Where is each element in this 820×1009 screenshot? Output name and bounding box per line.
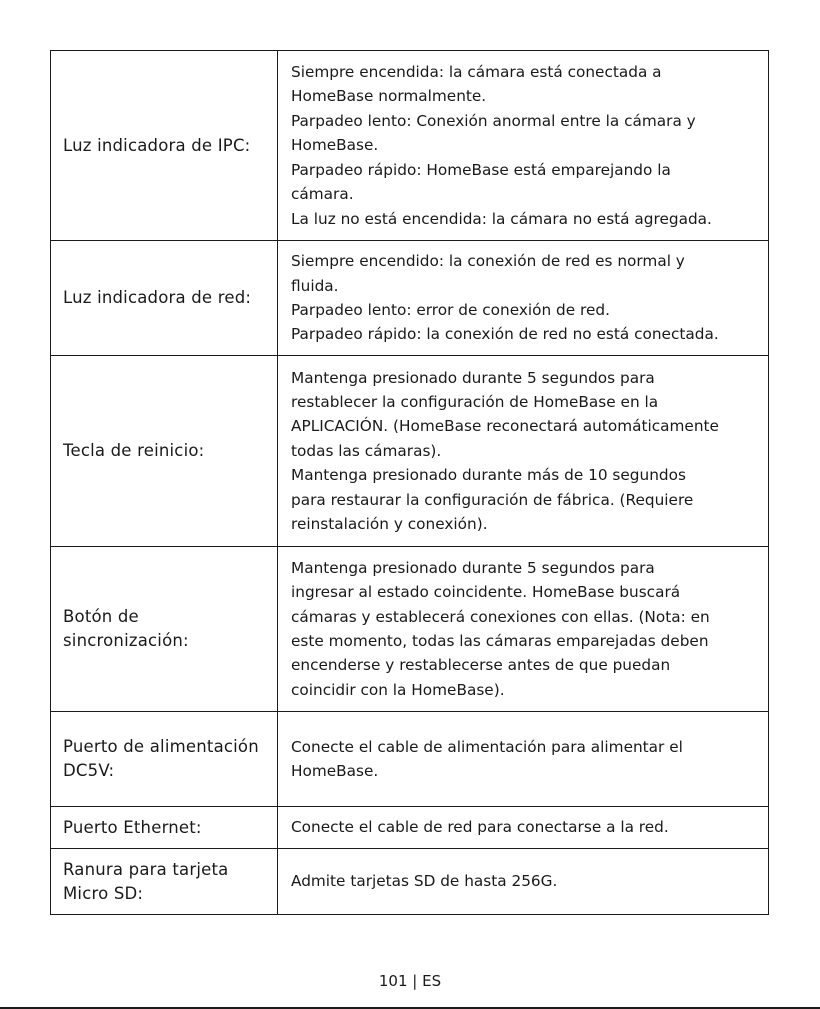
label-text: Ranura para tarjeta Micro SD: [63,859,229,903]
table-row [51,712,769,807]
description-line: Conecte el cable de alimentación para alimentar el [291,737,683,756]
label-text: Luz indicadora de IPC: [63,135,251,155]
label-text: Puerto Ethernet: [63,817,202,837]
description-line: cámaras y establecerá conexiones con ellas. (Nota: en [291,607,710,626]
description-line: Mantenga presionado durante 5 segundos para [291,368,655,387]
table-row [51,356,769,547]
row-description [278,849,769,915]
description-line: cámara. [291,185,354,204]
table-row [51,51,769,241]
description-line: Mantenga presionado durante 5 segundos para [291,558,655,577]
description-line: HomeBase normalmente. [291,87,487,106]
spec-table [50,50,769,915]
table-row [51,849,769,915]
row-label [51,241,278,356]
description-line: Admite tarjetas SD de hasta 256G. [291,872,558,891]
description-line: HomeBase. [291,136,379,155]
description-line: restablecer la configuración de HomeBase en la [291,392,659,411]
row-label [51,51,278,241]
description-line: reinstalación y conexión). [291,515,488,534]
row-label [51,547,278,712]
row-label [51,849,278,915]
description-line: Parpadeo rápido: HomeBase está emparejando la [291,160,671,179]
row-description [278,356,769,547]
description-line: todas las cámaras). [291,441,442,460]
spec-table-body [51,51,769,915]
row-description [278,51,769,241]
description-line: Parpadeo rápido: la conexión de red no está conectada. [291,325,719,344]
description-line: Parpadeo lento: Conexión anormal entre la cámara y [291,111,696,130]
description-line: HomeBase. [291,762,379,780]
description-line: este momento, todas las cámaras emparejadas deben [291,632,709,650]
row-description [278,547,769,712]
description-line: encenderse y restablecerse antes de que puedan [291,656,671,675]
row-label [51,712,278,807]
description-line: ingresar al estado coincidente. HomeBase buscará [291,583,681,602]
label-text: Tecla de reinicio: [63,441,205,460]
description-line: Conecte el cable de red para conectarse a la red. [291,818,669,837]
table-row [51,241,769,356]
row-label [51,356,278,547]
page-number: 101 | ES [378,972,442,990]
row-description [278,807,769,849]
table-row [51,547,769,712]
description-line: APLICACIÓN. (HomeBase reconectará automáticamente [291,417,719,436]
row-description [278,712,769,807]
description-line: para restaurar la configuración de fábrica. (Requiere [291,490,694,509]
description-line: coincidir con la HomeBase). [291,680,505,699]
label-text: Botón de sincronización: [63,607,189,650]
description-line: Siempre encendida: la cámara está conectada a [291,63,662,82]
description-line: La luz no está encendida: la cámara no está agregada. [291,209,712,228]
table-row [51,807,769,849]
description-line: Siempre encendido: la conexión de red es normal y [291,252,685,271]
description-line: fluida. [291,276,339,295]
row-label [51,807,278,849]
description-line: Parpadeo lento: error de conexión de red. [291,301,610,319]
row-description [278,241,769,356]
label-text: Puerto de alimentación DC5V: [63,737,259,780]
description-line: Mantenga presionado durante más de 10 segundos [291,466,686,485]
label-text: Luz indicadora de red: [63,288,252,307]
